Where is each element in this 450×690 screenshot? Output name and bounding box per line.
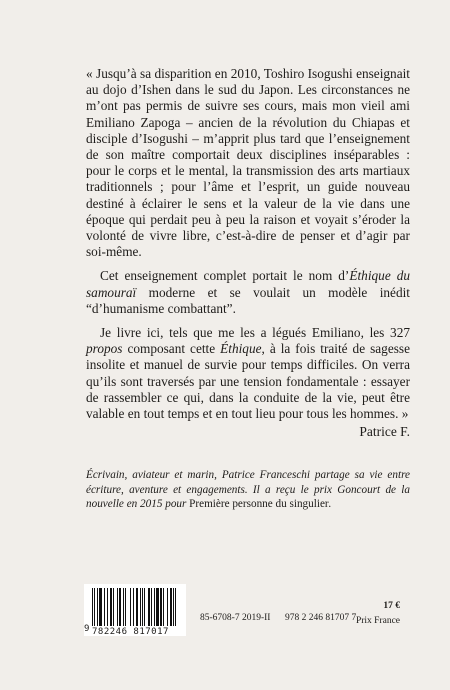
book-title-italic: Éthique du samouraï (86, 268, 411, 300)
blurb-text (86, 66, 410, 422)
author-bio (86, 468, 410, 512)
barcode (84, 584, 186, 636)
propos-italic: propos (86, 341, 123, 357)
bio-end: . (328, 498, 332, 511)
price-block (352, 601, 400, 626)
barcode-first-digit: 9 (84, 624, 90, 634)
bio-text: Écrivain, aviateur et marin, Patrice Franceschi partage sa vie entre écriture, aventure et engagements. Il a reçu le prix Goncourt de la nouvelle en 2015 pour (86, 469, 410, 511)
barcode-digits: 782246 817017 (92, 627, 169, 637)
blurb-paragraph-2 (86, 268, 410, 317)
ethique-italic: Éthique (220, 341, 262, 357)
blurb-paragraph-3 (86, 325, 410, 422)
paragraph-3-end: , à la fois traité de sagesse insolite et manuel de survie pour temps difficiles. On verra qu’ils sont traversés par une tension fondamentale : essayer de rassembler ce qui, dans la conduite de la vie, peut être valable en tout temps et en tout lieu pour tous les hommes. » (86, 341, 410, 422)
paragraph-2-start: Cet enseignement complet portait le nom d’ (100, 268, 350, 284)
bio-book-title: Première personne du singulier (189, 498, 329, 511)
price-label: Prix France (355, 616, 400, 626)
blurb-paragraph-1: « Jusqu’à sa disparition en 2010, Toshiro Isogushi enseignait au dojo d’Ishen dans le sud du Japon. Les circonstances ne m’ont pas permis de suivre ses cours, mais mon vieil ami Emiliano Zapoga – ancien de la révolution du Chiapas et disciple d’Isogushi – m’apprit plus tard que l’enseignement de son maître comportait deux disciplines inséparables : pour le corps et le mental, la transmission des arts martiaux traditionnels ; pour l’âme et l’esprit, un guide nouveau destiné à éclairer le sens et la valeur de la vie dans une époque qui perdait peu à peu la raison et voyait s’éroder la volonté de vivre libre, c’est-à-dire de penser et d’agir par soi-même. (86, 66, 410, 260)
barcode-box (84, 584, 186, 636)
isbn: 978 2 246 81707 7 (285, 613, 357, 623)
price-amount: 17 € (383, 601, 400, 611)
barcode-stripe (176, 588, 177, 626)
signature: Patrice F. (359, 424, 410, 439)
paragraph-3-start: Je livre ici, tels que me les a légués Emiliano, les 327 (100, 325, 410, 341)
internal-code: 85-6708-7 2019-II (200, 613, 271, 623)
paragraph-2-end: moderne et se voulait un modèle inédit “d’humanisme combattant”. (86, 284, 410, 316)
barcode-bars (92, 588, 180, 626)
paragraph-3-middle: composant cette (122, 341, 221, 357)
